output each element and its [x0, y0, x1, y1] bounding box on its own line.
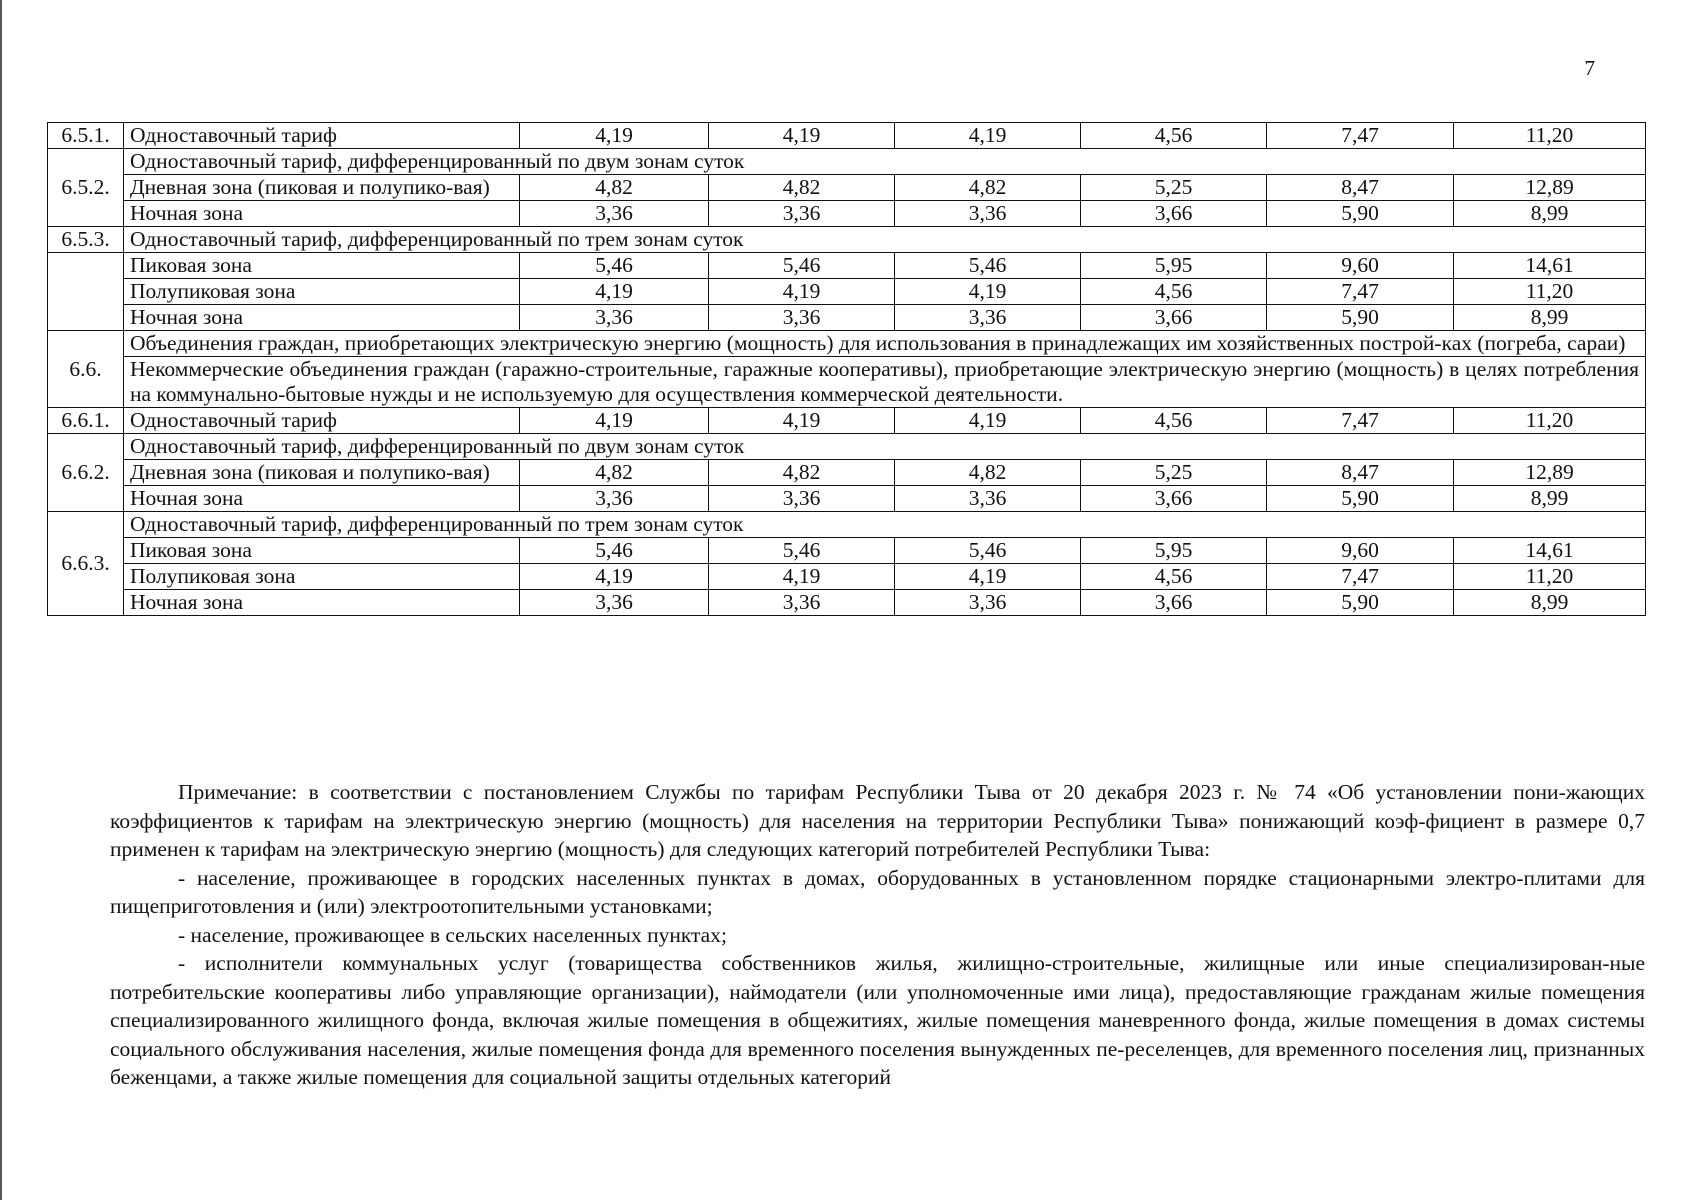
row-code: 6.6. — [48, 331, 124, 408]
table-section-row — [48, 227, 1646, 253]
tariff-value: 8,47 — [1267, 175, 1454, 201]
section-title: Одноставочный тариф, дифференцированный по трем зонам суток — [124, 512, 1646, 538]
tariff-name: Дневная зона (пиковая и полупико-вая) — [124, 460, 520, 486]
section-title: Объединения граждан, приобретающих электрическую энергию (мощность) для использования в принадлежащих им хозяйственных построй-ках (погреба, сараи) — [124, 331, 1646, 357]
tariff-value: 3,36 — [709, 590, 895, 616]
row-code: 6.6.1. — [48, 408, 124, 434]
tariff-value: 5,90 — [1267, 201, 1454, 227]
tariff-value: 4,19 — [520, 564, 709, 590]
tariff-value: 4,19 — [520, 123, 709, 149]
tariff-value: 3,36 — [709, 201, 895, 227]
tariff-value: 3,36 — [895, 590, 1081, 616]
tariff-value: 3,36 — [709, 486, 895, 512]
tariff-name: Ночная зона — [124, 305, 520, 331]
tariff-value: 4,82 — [520, 460, 709, 486]
tariff-value: 5,46 — [520, 253, 709, 279]
tariff-note — [110, 778, 1645, 1092]
tariff-value: 5,46 — [709, 538, 895, 564]
note-paragraph: Примечание: в соответствии с постановлением Службы по тарифам Республики Тыва от 20 декабря 2023 г. № 74 «Об установлении пони-жающих коэффициентов к тарифам на электрическую энергию (мощность) для населения на территории Республики Тыва» понижающий коэф-фициент в размере 0,7 применен к тарифам на электрическую энергию (мощность) для следующих категорий потребителей Республики Тыва: — [110, 780, 1645, 861]
tariff-value: 4,19 — [520, 408, 709, 434]
tariff-value: 3,66 — [1081, 590, 1267, 616]
tariff-value: 4,19 — [709, 279, 895, 305]
table-row — [48, 564, 1646, 590]
tariff-value: 3,66 — [1081, 201, 1267, 227]
tariff-value: 4,19 — [895, 408, 1081, 434]
table-row — [48, 538, 1646, 564]
tariff-value: 8,99 — [1454, 486, 1646, 512]
section-title: Одноставочный тариф, дифференцированный по трем зонам суток — [124, 227, 1646, 253]
tariff-value: 3,36 — [520, 305, 709, 331]
table-section-row — [48, 512, 1646, 538]
row-code: 6.5.3. — [48, 227, 124, 253]
tariff-value: 9,60 — [1267, 538, 1454, 564]
table-section-row — [48, 149, 1646, 175]
tariff-value: 4,82 — [895, 460, 1081, 486]
tariff-value: 4,82 — [520, 175, 709, 201]
tariff-value: 4,19 — [709, 564, 895, 590]
tariff-name: Дневная зона (пиковая и полупико-вая) — [124, 175, 520, 201]
table-section-row — [48, 434, 1646, 460]
tariff-value: 4,19 — [709, 123, 895, 149]
tariff-value: 9,60 — [1267, 253, 1454, 279]
table-row — [48, 408, 1646, 434]
row-code: 6.5.2. — [48, 149, 124, 227]
table-row — [48, 201, 1646, 227]
tariff-value: 3,36 — [520, 590, 709, 616]
page-edge-line — [0, 0, 2, 1200]
tariff-value: 4,56 — [1081, 123, 1267, 149]
tariff-value: 3,36 — [895, 305, 1081, 331]
tariff-name: Полупиковая зона — [124, 564, 520, 590]
tariff-value: 5,25 — [1081, 175, 1267, 201]
tariff-value: 4,82 — [709, 175, 895, 201]
tariff-name: Полупиковая зона — [124, 279, 520, 305]
tariff-table — [47, 122, 1646, 616]
tariff-value: 7,47 — [1267, 564, 1454, 590]
tariff-value: 4,19 — [520, 279, 709, 305]
tariff-value: 5,46 — [709, 253, 895, 279]
tariff-value: 7,47 — [1267, 279, 1454, 305]
tariff-value: 4,19 — [895, 123, 1081, 149]
tariff-value: 3,36 — [709, 305, 895, 331]
table-row — [48, 175, 1646, 201]
tariff-value: 12,89 — [1454, 460, 1646, 486]
section-title: Одноставочный тариф, дифференцированный по двум зонам суток — [124, 434, 1646, 460]
tariff-value: 4,19 — [895, 564, 1081, 590]
tariff-value: 5,25 — [1081, 460, 1267, 486]
tariff-value: 3,36 — [520, 201, 709, 227]
table-section-row — [48, 357, 1646, 408]
tariff-value: 3,66 — [1081, 486, 1267, 512]
row-code: 6.6.2. — [48, 434, 124, 512]
section-title: Некоммерческие объединения граждан (гаражно-строительные, гаражные кооперативы), приобретающие электрическую энергию (мощность) в целях потребления на коммунально-бытовые нужды и не используемую для осуществления коммерческой деятельности. — [124, 357, 1646, 408]
tariff-value: 7,47 — [1267, 408, 1454, 434]
tariff-name: Пиковая зона — [124, 253, 520, 279]
tariff-value: 5,46 — [895, 538, 1081, 564]
tariff-value: 11,20 — [1454, 279, 1646, 305]
tariff-value: 3,36 — [895, 201, 1081, 227]
page-number: 7 — [1584, 56, 1595, 80]
section-title: Одноставочный тариф, дифференцированный по двум зонам суток — [124, 149, 1646, 175]
tariff-value: 4,82 — [709, 460, 895, 486]
table-section-row — [48, 331, 1646, 357]
tariff-value: 4,19 — [895, 279, 1081, 305]
row-code: 6.5.1. — [48, 123, 124, 149]
table-row — [48, 123, 1646, 149]
tariff-value: 4,56 — [1081, 279, 1267, 305]
table-row — [48, 253, 1646, 279]
tariff-value: 11,20 — [1454, 408, 1646, 434]
tariff-value: 8,99 — [1454, 590, 1646, 616]
tariff-value: 7,47 — [1267, 123, 1454, 149]
tariff-name: Пиковая зона — [124, 538, 520, 564]
tariff-value: 11,20 — [1454, 564, 1646, 590]
tariff-value: 12,89 — [1454, 175, 1646, 201]
tariff-value: 4,82 — [895, 175, 1081, 201]
tariff-value: 5,95 — [1081, 538, 1267, 564]
tariff-value: 3,36 — [520, 486, 709, 512]
table-row — [48, 305, 1646, 331]
tariff-value: 14,61 — [1454, 538, 1646, 564]
table-row — [48, 460, 1646, 486]
tariff-value: 8,99 — [1454, 305, 1646, 331]
tariff-value: 5,46 — [520, 538, 709, 564]
tariff-value: 4,56 — [1081, 408, 1267, 434]
tariff-value: 11,20 — [1454, 123, 1646, 149]
tariff-value: 4,56 — [1081, 564, 1267, 590]
note-paragraph: - население, проживающее в городских населенных пунктах в домах, оборудованных в установленном порядке стационарными электро-плитами для пищеприготовления и (или) электроотопительными установками; — [110, 865, 1645, 918]
tariff-value: 14,61 — [1454, 253, 1646, 279]
tariff-name: Ночная зона — [124, 486, 520, 512]
table-row — [48, 590, 1646, 616]
row-code — [48, 253, 124, 331]
tariff-name: Одноставочный тариф — [124, 408, 520, 434]
tariff-value: 3,36 — [895, 486, 1081, 512]
tariff-value: 4,19 — [709, 408, 895, 434]
note-paragraph: - исполнители коммунальных услуг (товарищества собственников жилья, жилищно-строительные, жилищные или иные специализирован-ные потребительские кооперативы либо управляющие организации), наймодатели (или уполномоченные ими лица), предоставляющие гражданам жилые помещения специализированного жилищного фонда, включая жилые помещения в общежитиях, жилые помещения маневренного фонда, жилые помещения в домах системы социального обслуживания населения, жилые помещения фонда для временного поселения вынужденных пе-реселенцев, для временного поселения лиц, признанных беженцами, а также жилые помещения для социальной защиты отдельных категорий — [110, 951, 1645, 1089]
tariff-name: Одноставочный тариф — [124, 123, 520, 149]
tariff-value: 5,95 — [1081, 253, 1267, 279]
table-row — [48, 279, 1646, 305]
tariff-value: 5,90 — [1267, 305, 1454, 331]
row-code: 6.6.3. — [48, 512, 124, 616]
tariff-value: 8,47 — [1267, 460, 1454, 486]
tariff-value: 5,46 — [895, 253, 1081, 279]
tariff-value: 3,66 — [1081, 305, 1267, 331]
note-paragraph: - население, проживающее в сельских населенных пунктах; — [178, 922, 727, 947]
tariff-value: 5,90 — [1267, 590, 1454, 616]
table-row — [48, 486, 1646, 512]
tariff-name: Ночная зона — [124, 201, 520, 227]
tariff-value: 8,99 — [1454, 201, 1646, 227]
tariff-value: 5,90 — [1267, 486, 1454, 512]
tariff-name: Ночная зона — [124, 590, 520, 616]
